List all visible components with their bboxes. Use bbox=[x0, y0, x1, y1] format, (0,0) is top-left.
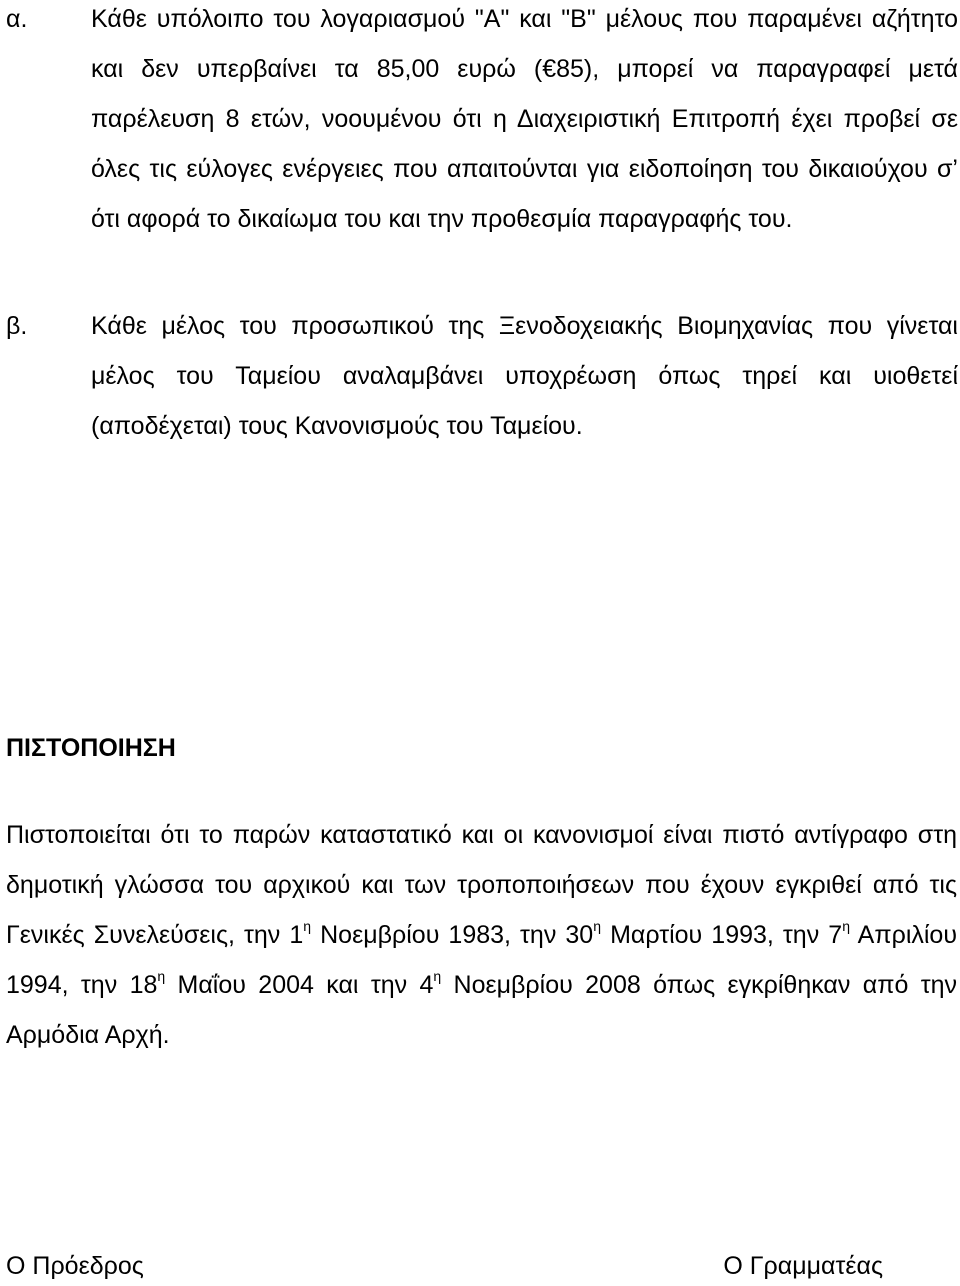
list-item-a bbox=[0, 0, 958, 244]
certification-text-part4: Απριλίου 1994, την 18 bbox=[6, 921, 957, 999]
certification-text-part2: Νοεμβρίου 1983, την 30 bbox=[311, 921, 594, 949]
list-item-a-text: Κάθε υπόλοιπο του λογαριασμού "Α" και "Β" μέλους που παραμένει αζήτητο και δεν υπερβαίνει τα 85,00 ευρώ (€85), μπορεί να παραγραφεί μετά παρέλευση 8 ετών, νοουμένου ότι η Διαχειριστική Επιτροπή έχει προβεί σε όλες τις εύλογες ενέργειες που απαιτούνται για ειδοποίηση του δικαιούχου σ’ ότι αφορά το δικαίωμα του και την προθεσμία παραγραφής του. bbox=[91, 5, 958, 233]
list-marker-b: β. bbox=[6, 312, 28, 340]
certification-text-part3: Μαρτίου 1993, την 7 bbox=[601, 921, 843, 949]
certification-text bbox=[6, 810, 957, 1060]
ordinal-superscript-2: η bbox=[593, 918, 602, 934]
certification-text-part5: Μαΐου 2004 και την 4 bbox=[165, 971, 434, 999]
ordinal-superscript-5: η bbox=[433, 968, 442, 984]
list-item-b-text: Κάθε μέλος του προσωπικού της Ξενοδοχειακής Βιομηχανίας που γίνεται μέλος του Ταμείου αναλαμβάνει υποχρέωση όπως τηρεί και υιοθετεί (αποδέχεται) τους Κανονισμούς του Ταμείου. bbox=[91, 312, 958, 440]
secretary-signature-label: Ο Γραμματέας bbox=[723, 1252, 883, 1280]
list-item-b bbox=[0, 301, 958, 451]
certification-text-part6: Νοεμβρίου 2008 όπως εγκρίθηκαν από την Αρμόδια Αρχή. bbox=[6, 971, 957, 1049]
president-signature-label: Ο Πρόεδρος bbox=[6, 1252, 144, 1280]
ordinal-superscript-3: η bbox=[842, 918, 850, 934]
list-marker-a: α. bbox=[6, 5, 28, 33]
certification-heading: ΠΙΣΤΟΠΟΙΗΣΗ bbox=[6, 734, 176, 762]
ordinal-superscript-4: η bbox=[157, 968, 166, 984]
certification-text-part1: Πιστοποιείται ότι το παρών καταστατικό και οι κανονισμοί είναι πιστό αντίγραφο στη δημοτική γλώσσα του αρχικού και των τροποποιήσεων που έχουν εγκριθεί από τις Γενικές Συνελεύσεις, την 1 bbox=[6, 821, 957, 949]
ordinal-superscript-1: η bbox=[303, 918, 312, 934]
